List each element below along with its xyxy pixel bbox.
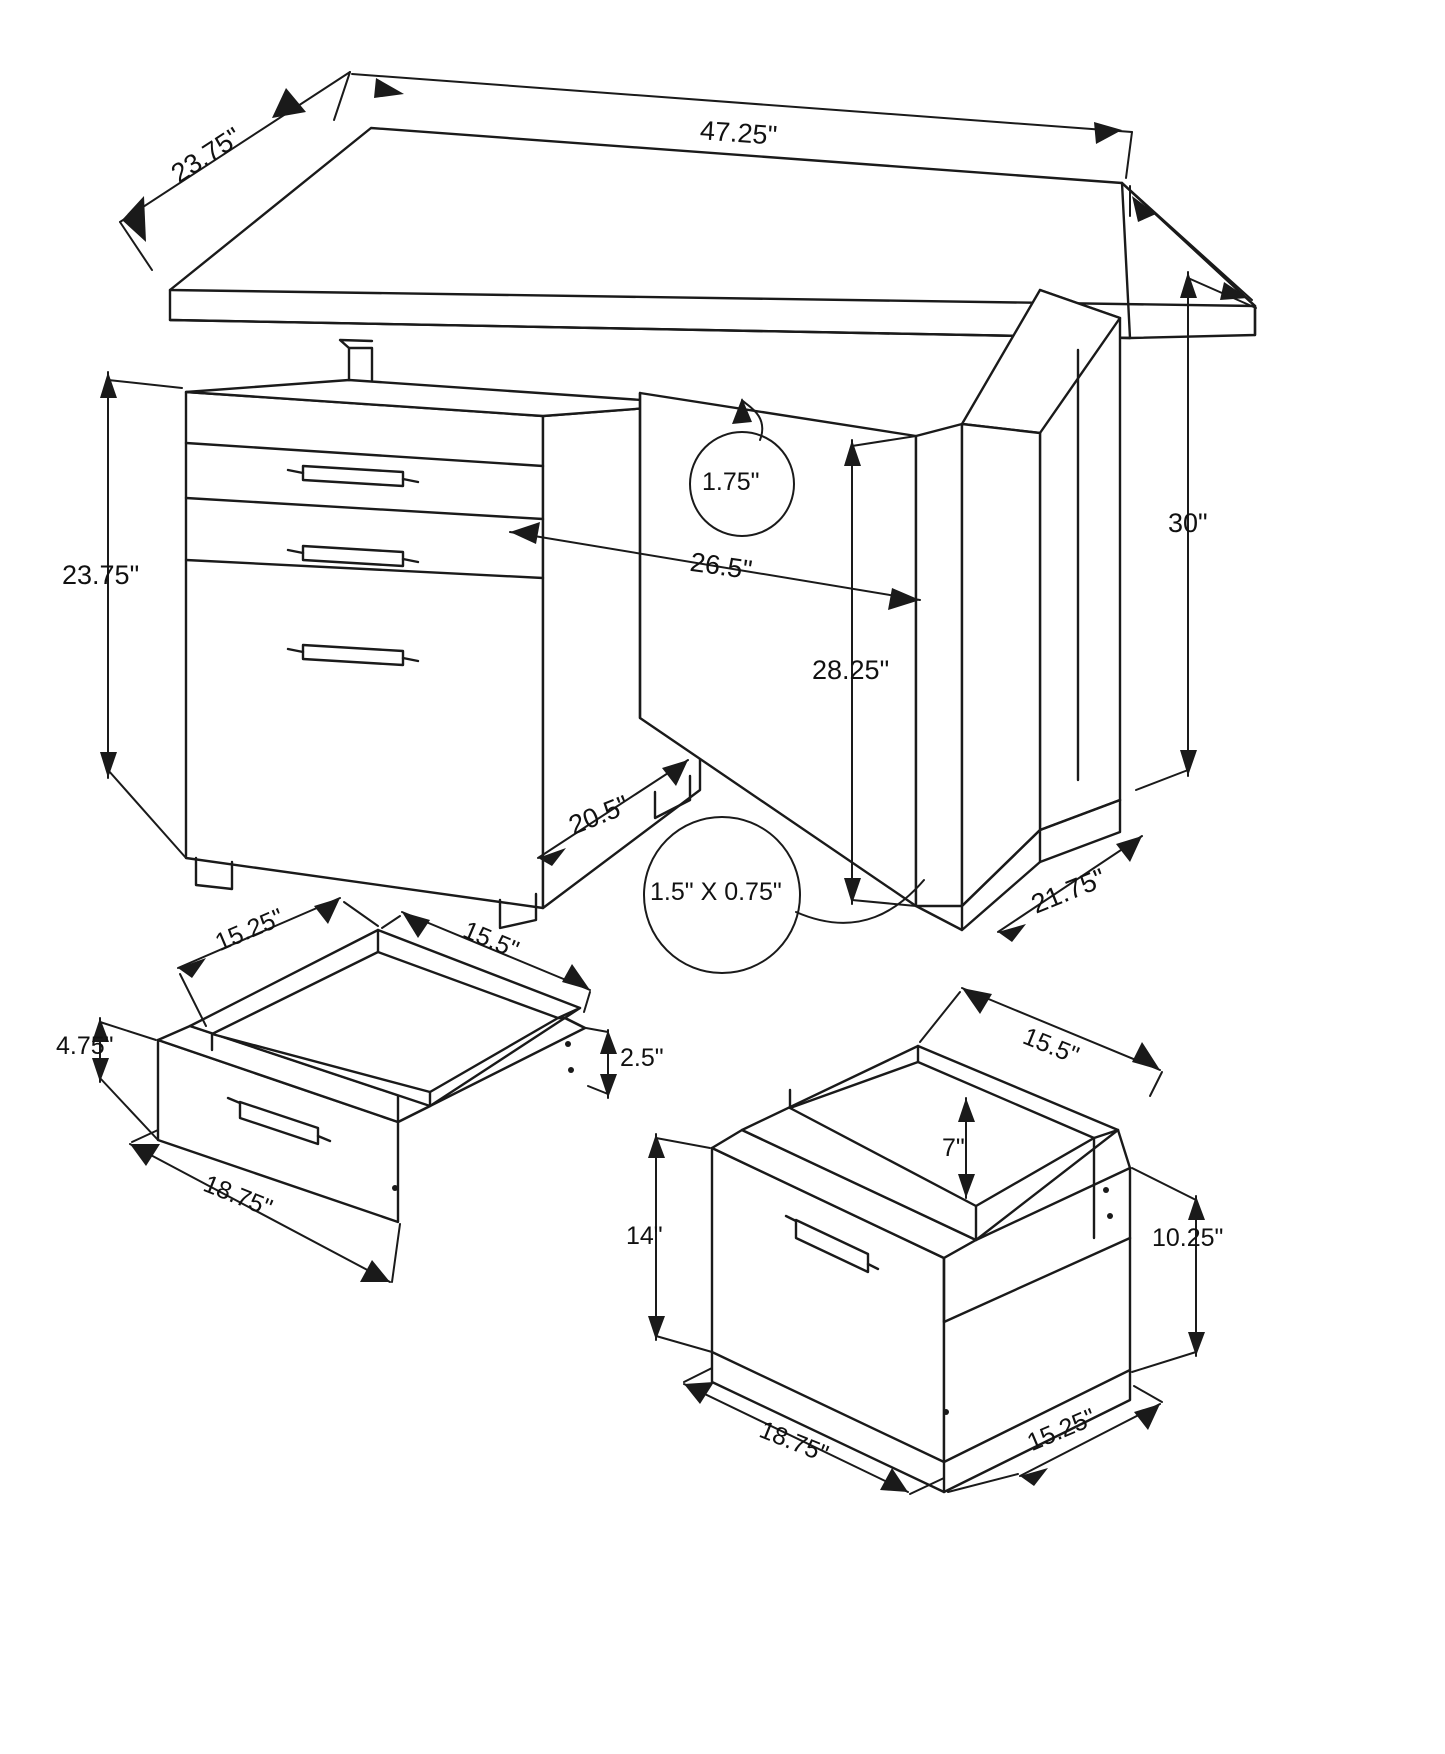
dim-label-leg-depth: 21.75" bbox=[1027, 862, 1110, 920]
dim-label-file-drawer-height: 14" bbox=[626, 1222, 663, 1250]
callout-top-thickness: 1.75" bbox=[702, 468, 760, 496]
dim-label-file-drawer-depth: 15.25" bbox=[1023, 1403, 1100, 1457]
dim-label-desk-depth-top: 23.75" bbox=[165, 121, 247, 189]
dim-label-desk-width-top: 47.25" bbox=[699, 115, 779, 151]
pedestal bbox=[186, 340, 700, 928]
dim-label-pedestal-height: 23.75" bbox=[62, 560, 140, 590]
dim-label-panel-width: 26.5" bbox=[688, 546, 754, 586]
dim-label-small-drawer-width: 18.75" bbox=[199, 1169, 277, 1223]
dim-label-file-drawer-inner-height: 7" bbox=[942, 1134, 965, 1162]
dim-label-small-drawer-depth: 15.25" bbox=[211, 903, 288, 957]
dim-label-leg-inner-height: 28.25" bbox=[812, 655, 890, 685]
right-leg-frame bbox=[916, 290, 1120, 930]
dim-label-small-drawer-side-thickness: 2.5" bbox=[620, 1044, 664, 1072]
desk-top bbox=[170, 128, 1255, 338]
dim-label-small-drawer-height: 4.75" bbox=[56, 1032, 114, 1060]
dim-label-file-drawer-side-height: 10.25" bbox=[1152, 1224, 1224, 1252]
dim-label-file-drawer-inner-width: 15.5" bbox=[1019, 1022, 1083, 1070]
dim-label-file-drawer-width: 18.75" bbox=[755, 1415, 833, 1469]
dim-label-pedestal-depth: 20.5" bbox=[564, 789, 634, 841]
callout-handle-size: 1.5" X 0.75" bbox=[650, 878, 782, 906]
dim-label-small-drawer-inner-width: 15.5" bbox=[459, 915, 523, 965]
dim-label-desk-height: 30" bbox=[1168, 508, 1208, 538]
